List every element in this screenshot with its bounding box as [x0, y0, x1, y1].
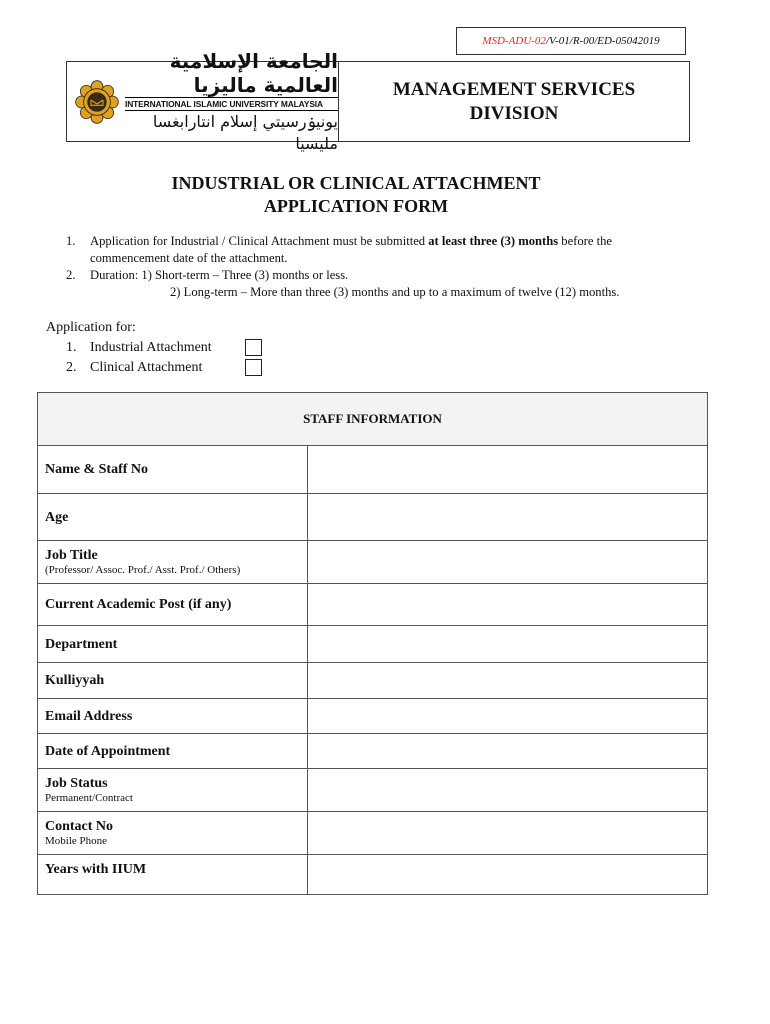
logo-wordmark — [125, 49, 338, 155]
document-code-suffix: /V-01/R-00/ED-05042019 — [545, 35, 660, 47]
field-label — [38, 626, 308, 663]
field-label-text: Email Address — [45, 708, 133, 724]
field-label — [38, 699, 308, 734]
clinical-attachment-checkbox[interactable] — [245, 359, 262, 376]
kulliyyah-field[interactable] — [307, 663, 707, 699]
field-label-text: Date of Appointment — [45, 743, 171, 759]
staff-information-table — [37, 392, 708, 895]
option-clinical — [46, 357, 262, 377]
division-title — [339, 62, 689, 141]
application-type — [46, 318, 262, 377]
document-code-prefix: MSD-ADU-02 — [482, 35, 546, 47]
spacer — [66, 250, 90, 267]
spacer — [146, 284, 170, 301]
field-label — [38, 855, 308, 895]
field-label-text: Kulliyyah — [45, 673, 105, 688]
instructions — [66, 233, 686, 301]
field-label-text: Name & Staff No — [45, 462, 149, 477]
table-row — [38, 734, 708, 769]
department-field[interactable] — [307, 626, 707, 663]
option-label: Industrial Attachment — [90, 339, 212, 355]
table-row — [38, 584, 708, 626]
table-row — [38, 812, 708, 855]
table-row — [38, 699, 708, 734]
table-row — [38, 663, 708, 699]
field-label-text: Current Academic Post (if any) — [45, 597, 232, 612]
field-label — [38, 494, 308, 541]
field-label-text: Years with IIUM — [45, 862, 147, 877]
instruction-1 — [66, 233, 686, 250]
field-label — [38, 734, 308, 769]
logo-arabic-bottom: يونيۏرسيتي إسلام انتارابغسا مليسيا — [152, 111, 338, 153]
form-title — [0, 172, 712, 218]
application-type-label: Application for: — [46, 320, 136, 335]
instruction-text-cont: 2) Long-term – More than three (3) months and up to a maximum of twelve (12) months. — [170, 285, 620, 299]
instruction-2-cont — [66, 284, 686, 301]
instruction-text — [90, 233, 612, 250]
field-label — [38, 812, 308, 855]
division-title-line2: DIVISION — [469, 102, 559, 124]
email-address-field[interactable] — [307, 699, 707, 734]
field-label-hint: Permanent/Contract — [45, 792, 133, 804]
logo-cell — [67, 48, 339, 153]
instruction-2 — [66, 267, 686, 284]
table-row — [38, 446, 708, 494]
field-label-text: Contact No — [45, 819, 114, 834]
field-label — [38, 769, 308, 812]
field-label — [38, 541, 308, 584]
age-field[interactable] — [307, 494, 707, 541]
field-label-text: Age — [45, 509, 69, 525]
table-row — [38, 494, 708, 541]
current-academic-post-field[interactable] — [307, 584, 707, 626]
logo-arabic-top: الجامعة الإسلامية العالمية ماليزيا — [169, 48, 338, 97]
instruction-text-post: before the — [558, 234, 612, 248]
table-header-row — [38, 393, 708, 446]
iium-emblem-icon — [75, 69, 119, 135]
field-label-text: Department — [45, 636, 118, 652]
contact-no-field[interactable] — [307, 812, 707, 855]
field-label-text: Job Title — [45, 548, 98, 563]
instruction-1-cont — [66, 250, 686, 267]
option-number: 2. — [66, 359, 77, 375]
industrial-attachment-checkbox[interactable] — [245, 339, 262, 356]
field-label — [38, 584, 308, 626]
field-label — [38, 446, 308, 494]
field-label — [38, 663, 308, 699]
field-label-hint: Mobile Phone — [45, 835, 108, 847]
option-number: 1. — [66, 339, 77, 355]
document-code — [456, 27, 686, 55]
table-row — [38, 541, 708, 584]
date-of-appointment-field[interactable] — [307, 734, 707, 769]
logo-english-name: INTERNATIONAL ISLAMIC UNIVERSITY MALAYSIA — [125, 97, 338, 111]
instruction-text-bold: at least three (3) months — [428, 234, 559, 248]
instruction-text-pre: Application for Industrial / Clinical Attachment must be submitted — [90, 234, 429, 248]
job-status-field[interactable] — [307, 769, 707, 812]
job-title-field[interactable] — [307, 541, 707, 584]
table-row — [38, 626, 708, 663]
years-with-iium-field[interactable] — [307, 855, 707, 895]
division-title-line1: MANAGEMENT SERVICES — [392, 78, 636, 100]
field-label-hint: (Professor/ Assoc. Prof./ Asst. Prof./ Others) — [45, 564, 241, 576]
field-label-text: Job Status — [45, 776, 108, 791]
table-row — [38, 855, 708, 895]
instruction-text-cont: commencement date of the attachment. — [90, 251, 288, 265]
name-staff-no-field[interactable] — [307, 446, 707, 494]
table-row — [38, 769, 708, 812]
option-industrial — [46, 337, 262, 357]
instruction-number: 1. — [66, 234, 76, 248]
instruction-number: 2. — [66, 268, 76, 282]
staff-information-heading: STAFF INFORMATION — [38, 393, 708, 446]
header-box — [66, 48, 690, 153]
option-label: Clinical Attachment — [90, 359, 203, 375]
form-title-line2: APPLICATION FORM — [263, 196, 449, 216]
form-title-line1: INDUSTRIAL OR CLINICAL ATTACHMENT — [171, 173, 541, 193]
instruction-text: Duration: 1) Short-term – Three (3) months or less. — [90, 268, 349, 282]
